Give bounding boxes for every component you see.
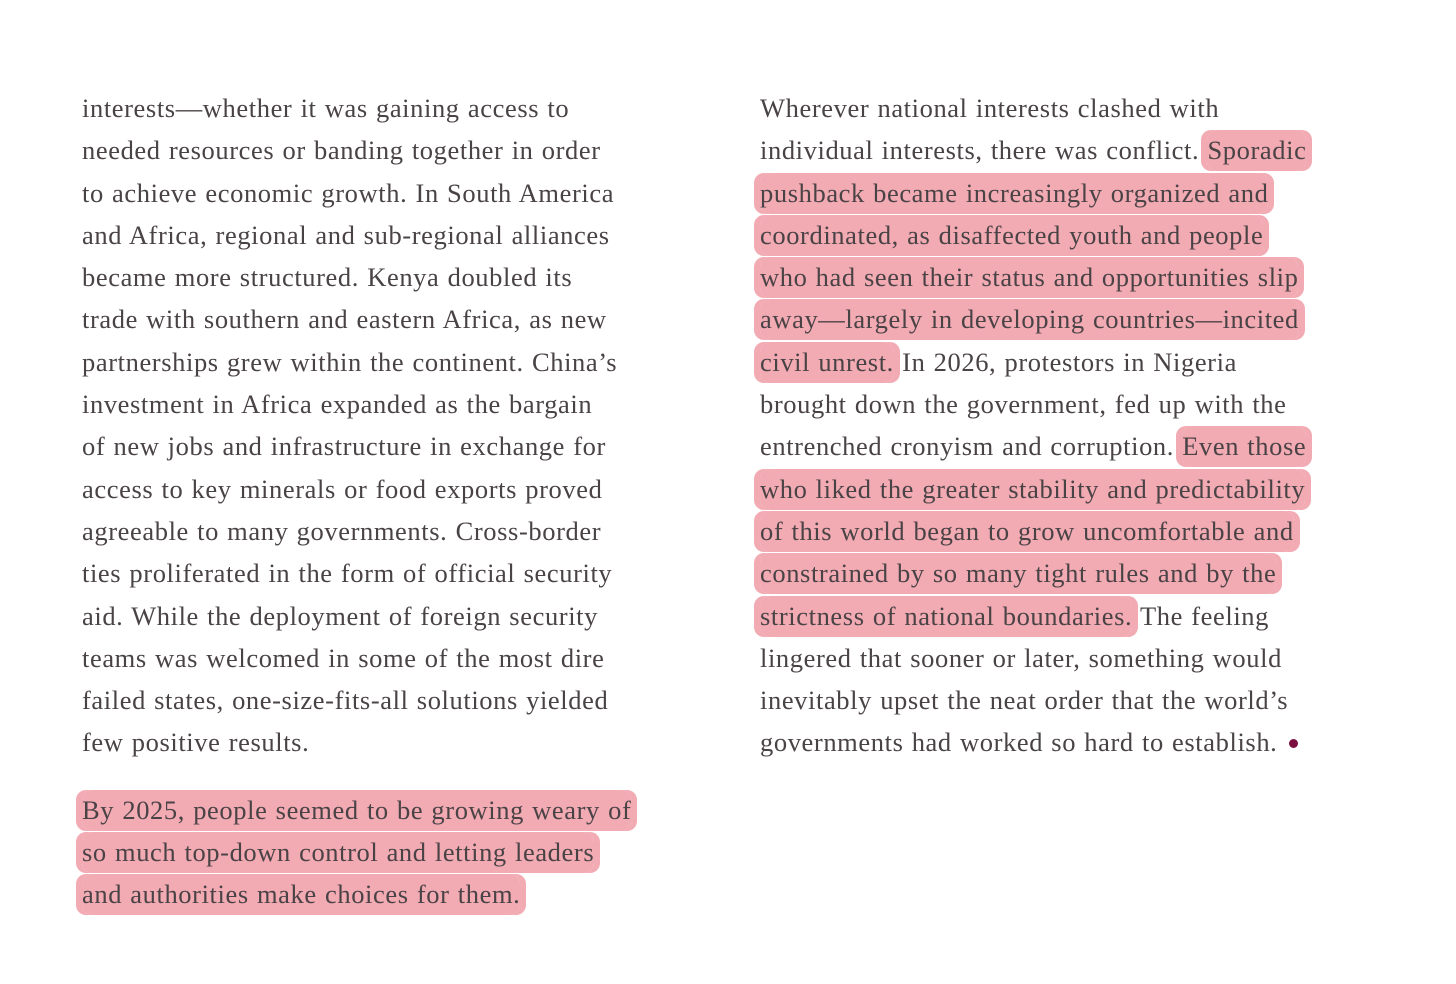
- text-line: [760, 637, 1380, 679]
- highlighted-text[interactable]: Even those: [1182, 426, 1306, 467]
- text-line: failed states, one-size-fits-all solutions yielded: [82, 685, 609, 716]
- plain-text: entrenched cronyism and corruption.: [760, 431, 1183, 462]
- text-line: few positive results.: [82, 727, 310, 758]
- text-line: agreeable to many governments. Cross-border: [82, 515, 602, 546]
- text-line: access to key minerals or food exports proved: [82, 473, 603, 504]
- highlighted-text[interactable]: By 2025, people seemed to be growing weary of: [82, 790, 631, 831]
- highlighted-text[interactable]: who liked the greater stability and predictability: [760, 469, 1305, 510]
- text-line: [82, 789, 682, 831]
- highlighted-text[interactable]: of this world began to grow uncomfortable and: [760, 511, 1294, 552]
- text-line: [760, 383, 1380, 425]
- highlighted-text[interactable]: and authorities make choices for them.: [82, 874, 520, 915]
- highlighted-text[interactable]: away—largely in developing countries—incited: [760, 299, 1299, 340]
- text-line: became more structured. Kenya doubled its: [82, 262, 573, 293]
- highlighted-text[interactable]: so much top-down control and letting leaders: [82, 832, 594, 873]
- text-line: [760, 172, 1380, 214]
- plain-text: In 2026, protestors in Nigeria: [893, 346, 1237, 377]
- text-line: needed resources or banding together in order: [82, 135, 601, 166]
- highlighted-text[interactable]: civil unrest.: [760, 342, 894, 383]
- plain-text: Wherever national interests clashed with: [760, 93, 1220, 123]
- end-of-article-icon: [1289, 739, 1298, 748]
- highlighted-text[interactable]: coordinated, as disaffected youth and people: [760, 215, 1263, 256]
- text-line: of new jobs and infrastructure in exchange for: [82, 431, 606, 462]
- text-line: partnerships grew within the continent. China’s: [82, 346, 618, 377]
- text-line: ties proliferated in the form of official security: [82, 558, 613, 589]
- plain-text: governments had worked so hard to establish.: [760, 727, 1278, 758]
- highlighted-text[interactable]: who had seen their status and opportunities slip: [760, 257, 1298, 298]
- text-line: aid. While the deployment of foreign security: [82, 600, 598, 631]
- text-line: [760, 129, 1380, 171]
- text-line: [760, 679, 1380, 721]
- highlighted-text[interactable]: constrained by so many tight rules and by the: [760, 553, 1276, 594]
- plain-text: individual interests, there was conflict.: [760, 135, 1208, 166]
- plain-text: inevitably upset the neat order that the world’s: [760, 685, 1289, 716]
- highlighted-text[interactable]: strictness of national boundaries.: [760, 596, 1132, 637]
- paragraph-weary: [82, 789, 682, 916]
- highlighted-text[interactable]: Sporadic: [1207, 130, 1306, 171]
- text-line: [760, 87, 1380, 129]
- text-line: [760, 721, 1380, 763]
- text-line: [760, 214, 1380, 256]
- plain-text: lingered that sooner or later, something would: [760, 642, 1282, 673]
- text-line: teams was welcomed in some of the most dire: [82, 642, 605, 673]
- paragraph-alliances: [82, 87, 682, 764]
- text-line: and Africa, regional and sub-regional alliances: [82, 219, 610, 250]
- paragraph-gap: [82, 764, 682, 789]
- text-line: [760, 298, 1380, 340]
- text-line: [760, 256, 1380, 298]
- text-line: [760, 341, 1380, 383]
- text-line: investment in Africa expanded as the bargain: [82, 389, 593, 420]
- text-line: [760, 510, 1380, 552]
- highlighted-text[interactable]: pushback became increasingly organized and: [760, 173, 1268, 214]
- left-column: [82, 87, 682, 916]
- text-line: [760, 595, 1380, 637]
- plain-text: The feeling: [1132, 600, 1269, 631]
- text-line: interests—whether it was gaining access to: [82, 93, 570, 123]
- plain-text: brought down the government, fed up with the: [760, 389, 1287, 420]
- text-line: trade with southern and eastern Africa, as new: [82, 304, 607, 335]
- text-line: [760, 468, 1380, 510]
- text-line: [760, 425, 1380, 467]
- text-line: [82, 873, 682, 915]
- paragraph-conflict: [760, 87, 1380, 764]
- text-line: [82, 831, 682, 873]
- right-column: [760, 87, 1380, 764]
- text-line: to achieve economic growth. In South America: [82, 177, 615, 208]
- text-line: [760, 552, 1380, 594]
